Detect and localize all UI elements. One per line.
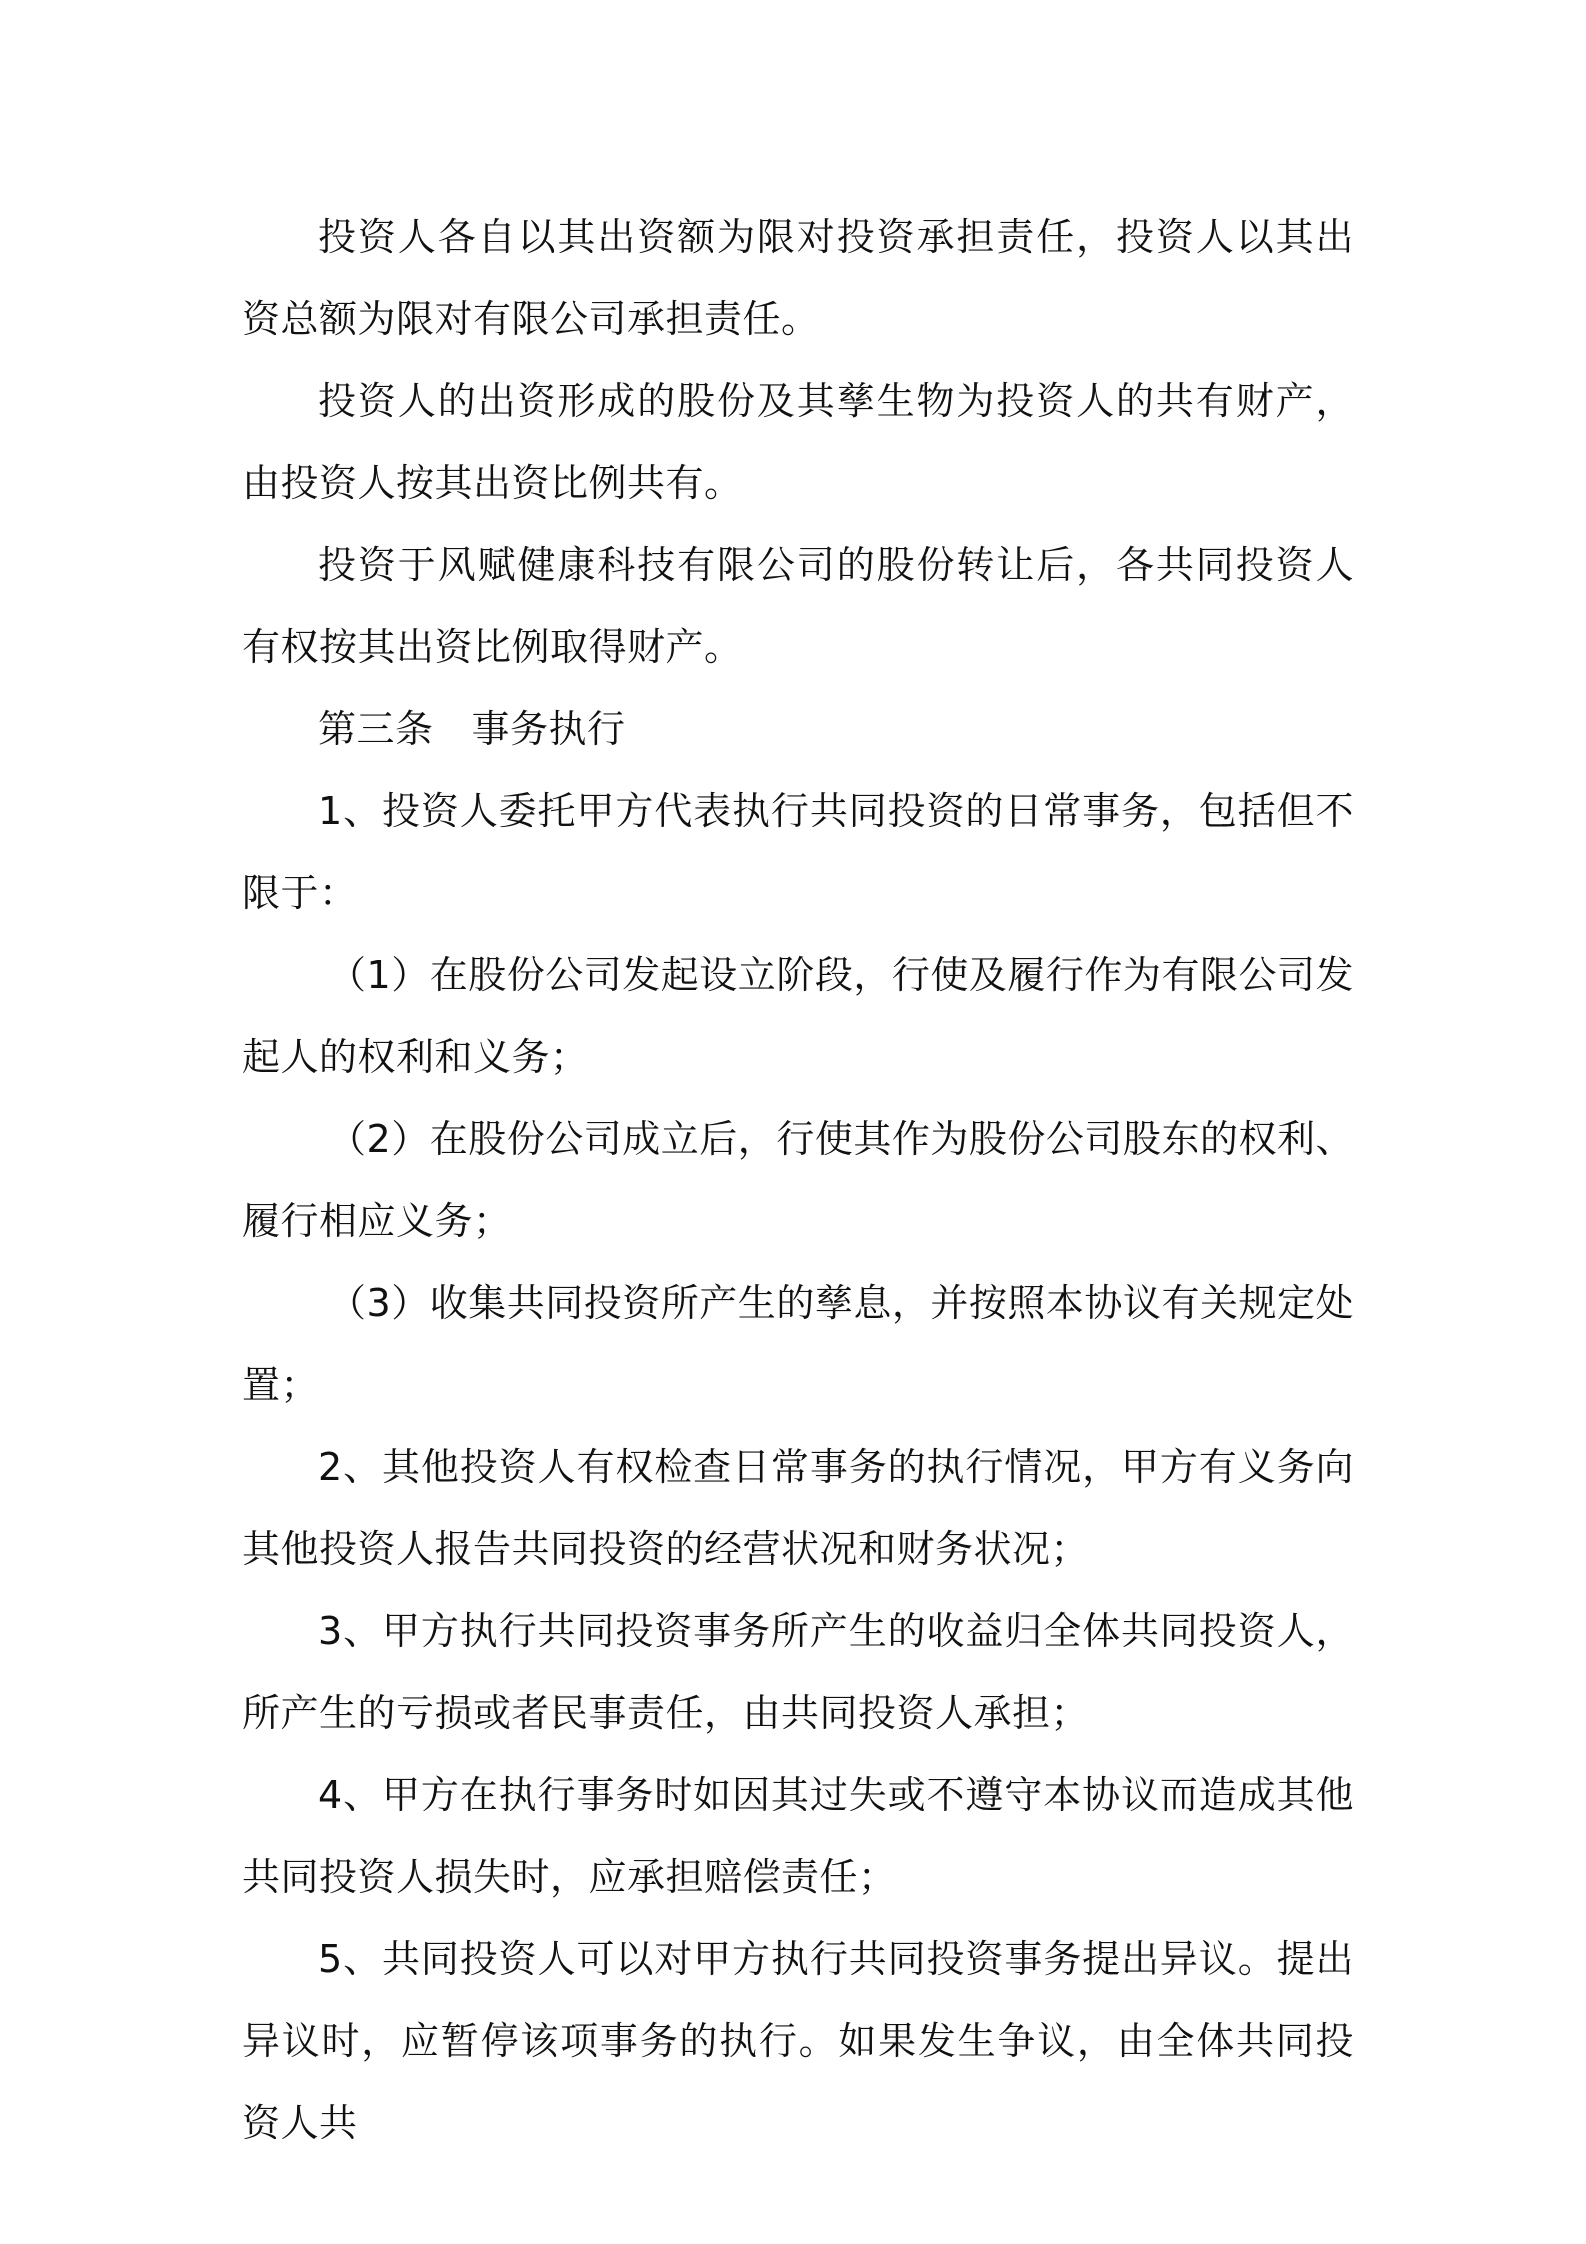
article-title: 事务执行 — [471, 707, 626, 751]
clause-2: 2、其他投资人有权检查日常事务的执行情况，甲方有义务向其他投资人报告共同投资的经营状况和财务状况； — [242, 1445, 1354, 1571]
clause-1: 1、投资人委托甲方代表执行共同投资的日常事务，包括但不限于： — [242, 789, 1354, 915]
paragraph-common-property: 投资人的出资形成的股份及其孳生物为投资人的共有财产，由投资人按其出资比例共有。 — [242, 379, 1354, 505]
clause-1-item-2: （2）在股份公司成立后，行使其作为股份公司股东的权利、履行相应义务； — [242, 1117, 1354, 1243]
clause-5: 5、共同投资人可以对甲方执行共同投资事务提出异议。提出异议时，应暂停该项事务的执行。如果发生争议，由全体共同投资人共 — [242, 1937, 1354, 2145]
clause-4: 4、甲方在执行事务时如因其过失或不遵守本协议而造成其他共同投资人损失时，应承担赔偿责任； — [242, 1773, 1354, 1899]
paragraph-liability: 投资人各自以其出资额为限对投资承担责任，投资人以其出资总额为限对有限公司承担责任。 — [242, 215, 1354, 341]
paragraph-share-transfer: 投资于风赋健康科技有限公司的股份转让后，各共同投资人有权按其出资比例取得财产。 — [242, 543, 1354, 669]
clause-1-item-3: （3）收集共同投资所产生的孳息，并按照本协议有关规定处置； — [242, 1281, 1354, 1407]
clause-1-item-1: （1）在股份公司发起设立阶段，行使及履行作为有限公司发起人的权利和义务； — [242, 953, 1354, 1079]
article-number: 第三条 — [318, 707, 434, 751]
article-heading — [242, 688, 1354, 770]
clause-3: 3、甲方执行共同投资事务所产生的收益归全体共同投资人，所产生的亏损或者民事责任，由共同投资人承担； — [242, 1609, 1354, 1735]
document-body — [242, 196, 1354, 2164]
